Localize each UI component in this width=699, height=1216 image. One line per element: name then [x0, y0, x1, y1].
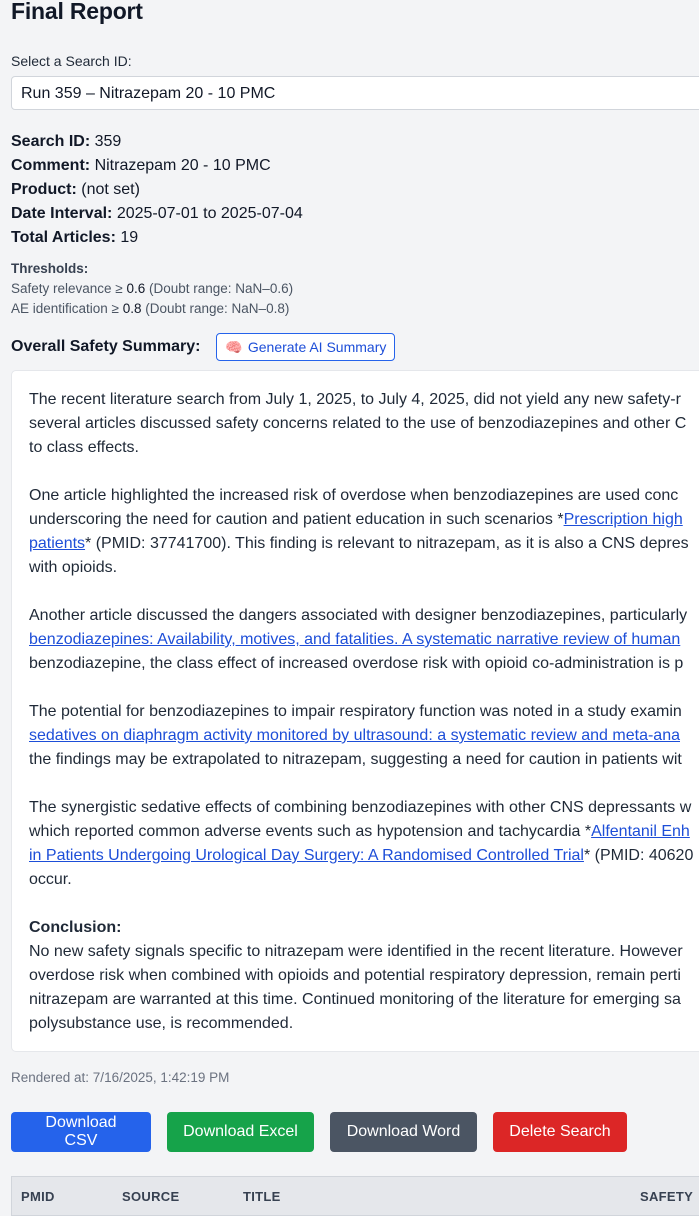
- page-title: Final Report: [11, 0, 143, 24]
- meta-date-interval: Date Interval: 2025-07-01 to 2025-07-04: [11, 205, 303, 222]
- article-link[interactable]: in Patients Undergoing Urological Day Surgery: A Randomised Controlled Trial: [29, 847, 584, 864]
- article-link[interactable]: patients: [29, 535, 86, 552]
- generate-ai-summary-button[interactable]: [216, 333, 395, 361]
- summary-paragraph-4: The potential for benzodiazepines to impair respiratory function was noted in a study examin sedatives on diaphragm activity monitored by ultrasound: a systematic review and meta-ana the findings may be extrapolated to nitrazepam, suggesting a need for caution in patients wit: [29, 703, 682, 768]
- action-buttons: [11, 1112, 627, 1152]
- summary-paragraph-2: One article highlighted the increased risk of overdose when benzodiazepines are used conc underscoring the need for caution and patient education in such scenarios *Prescription high patients* (PMID: 37741700). This finding is relevant to nitrazepam, as it is also a CNS depres with opioids.: [29, 487, 689, 576]
- search-meta: [11, 130, 303, 250]
- generate-ai-summary-label: Generate AI Summary: [247, 339, 387, 355]
- thresholds: [11, 259, 293, 319]
- column-header-source[interactable]: SOURCE: [122, 1189, 180, 1204]
- summary-conclusion: Conclusion: No new safety signals specific to nitrazepam were identified in the recent literature. However overdose risk when combined with opioids and potential respiratory depression, remain perti nitrazepam are warranted at this time. Continued monitoring of the literature for emerging sa polysubstance use, is recommended.: [29, 919, 683, 1032]
- column-header-safety[interactable]: SAFETY: [640, 1189, 694, 1204]
- meta-total-articles: Total Articles: 19: [11, 229, 139, 246]
- article-link[interactable]: benzodiazepines: Availability, motives, and fatalities. A systematic narrative review of human: [29, 631, 681, 648]
- download-word-button[interactable]: Download Word: [330, 1112, 477, 1152]
- article-link[interactable]: sedatives on diaphragm activity monitored by ultrasound: a systematic review and meta-ana: [29, 727, 680, 744]
- meta-product: Product: (not set): [11, 181, 140, 198]
- delete-search-button[interactable]: Delete Search: [493, 1112, 627, 1152]
- meta-search-id: Search ID: 359: [11, 133, 122, 150]
- threshold-safety: Safety relevance ≥ 0.6 (Doubt range: NaN–0.6): [11, 281, 294, 296]
- search-id-select[interactable]: Run 359 – Nitrazepam 20 - 10 PMC: [11, 76, 699, 110]
- summary-label: Overall Safety Summary:: [11, 338, 201, 355]
- meta-comment: Comment: Nitrazepam 20 - 10 PMC: [11, 157, 271, 174]
- thresholds-title: Thresholds:: [11, 261, 89, 276]
- column-header-pmid[interactable]: PMID: [21, 1189, 55, 1204]
- article-link[interactable]: Prescription high: [563, 511, 683, 528]
- summary-paragraph-5: The synergistic sedative effects of combining benzodiazepines with other CNS depressants w which reported common adverse events such as hypotension and tachycardia *Alfentanil Enh in Patients Undergoing Urological Day Surgery: A Randomised Controlled Trial* (PMID: 40620 occur.: [29, 799, 694, 888]
- summary-content: [11, 370, 699, 1052]
- summary-paragraph-3: Another article discussed the dangers associated with designer benzodiazepines, particularly benzodiazepines: Availability, motives, and fatalities. A systematic narrative review of human benzodiazepine, the class effect of increased overdose risk with opioid co-administration is p: [29, 607, 688, 672]
- article-link[interactable]: Alfentanil Enh: [591, 823, 690, 840]
- threshold-ae: AE identification ≥ 0.8 (Doubt range: NaN–0.8): [11, 301, 290, 316]
- search-select-label: Select a Search ID:: [11, 53, 132, 69]
- column-header-title[interactable]: TITLE: [243, 1189, 281, 1204]
- brain-icon: 🧠: [225, 338, 243, 355]
- summary-header: [11, 332, 395, 362]
- results-table-header: [11, 1176, 699, 1216]
- download-csv-button[interactable]: Download CSV: [11, 1112, 151, 1152]
- download-excel-button[interactable]: Download Excel: [167, 1112, 314, 1152]
- rendered-timestamp: Rendered at: 7/16/2025, 1:42:19 PM: [11, 1070, 230, 1085]
- summary-paragraph-1: The recent literature search from July 1, 2025, to July 4, 2025, did not yield any new safety-r several articles discussed safety concerns related to the use of benzodiazepines and other C to class effects.: [29, 391, 687, 456]
